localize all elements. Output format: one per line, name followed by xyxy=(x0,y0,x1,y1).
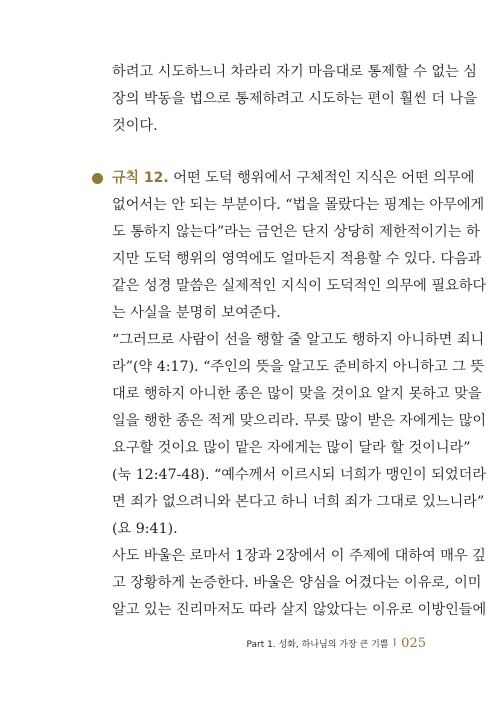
page-number: 025 xyxy=(401,636,426,651)
text-line: 것이다. xyxy=(112,118,158,134)
page-footer xyxy=(246,636,426,651)
running-title: Part 1. 성화, 하나님의 가장 큰 기쁨 xyxy=(246,640,389,650)
paul-paragraph xyxy=(112,543,487,624)
text-line: (요 9:41). xyxy=(112,521,178,537)
text-line: 대로 행하지 아니한 종은 많이 맞을 것이요 알지 못하고 맞을 xyxy=(112,386,482,402)
text-line: 일을 행한 종은 적게 맞으리라. 무릇 많이 받은 자에게는 많이 xyxy=(112,413,487,429)
rule-12-paragraph xyxy=(112,165,487,327)
text-line: 하려고 시도하느니 차라리 자기 마음대로 통제할 수 없는 심 xyxy=(112,64,478,80)
text-fragment: 어떤 도덕 행위에서 구체적인 지식은 어떤 의무에 xyxy=(168,170,475,186)
text-line: 요구할 것이요 많이 맡은 자에게는 많이 달라 할 것이니라” xyxy=(112,440,471,456)
text-line: 없어서는 안 되는 부분이다. “법을 몰랐다는 핑계는 아무에게 xyxy=(112,197,485,213)
text-line: 면 죄가 없으려니와 본다고 하니 너희 죄가 그대로 있느니라” xyxy=(112,494,485,510)
scripture-paragraph xyxy=(112,327,487,543)
text-line: “그러므로 사람이 선을 행할 줄 알고도 행하지 아니하면 죄니 xyxy=(112,332,485,348)
text-line: 라”(약 4:17). “주인의 뜻을 알고도 준비하지 아니하고 그 뜻 xyxy=(112,359,485,375)
text-line: 장의 박동을 법으로 통제하려고 시도하는 편이 훨씬 더 나을 xyxy=(112,91,478,107)
text-line: 사도 바울은 로마서 1장과 2장에서 이 주제에 대하여 매우 깊 xyxy=(112,548,486,564)
rule-label: 규칙 12. xyxy=(112,170,169,186)
text-line: 같은 성경 말씀은 실제적인 지식이 도덕적인 의무에 필요하다 xyxy=(112,278,487,294)
text-line-with-label xyxy=(112,165,475,192)
text-line: 는 사실을 분명히 보여준다. xyxy=(112,305,281,321)
text-line: 지만 도덕 행위의 영역에도 얼마든지 적용할 수 있다. 다음과 xyxy=(112,251,482,267)
paragraph-continuation xyxy=(112,59,478,140)
text-line: 도 통하지 않는다”라는 금언은 단지 상당히 제한적이기는 하 xyxy=(112,224,480,240)
text-line: (눅 12:47-48). “예수께서 이르시되 너희가 맹인이 되었더라 xyxy=(112,467,487,483)
bullet-icon xyxy=(92,173,103,184)
footer-separator: | xyxy=(393,637,397,646)
text-line: 고 장황하게 논증한다. 바울은 양심을 어겼다는 이유로, 이미 xyxy=(112,575,482,591)
text-line: 알고 있는 진리마저도 따라 살지 않았다는 이유로 이방인들에 xyxy=(112,602,487,618)
